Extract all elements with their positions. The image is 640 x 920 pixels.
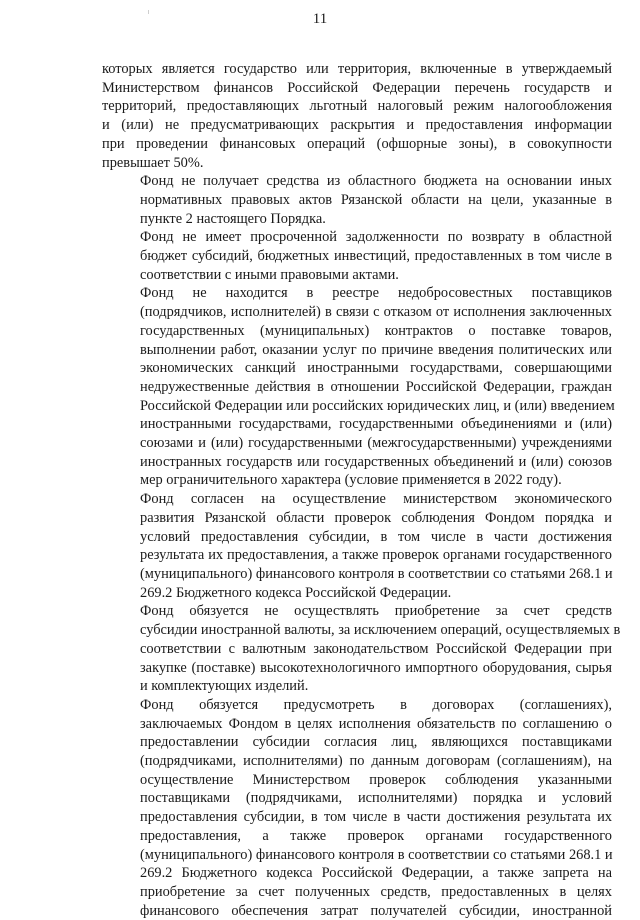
paragraph	[102, 60, 612, 172]
text-line: (подрядчиков, исполнителей) в связи с отказом от исполнения заключенных	[140, 304, 612, 321]
text-line: приобретение за счет полученных средств, предоставленных в целях	[140, 883, 612, 900]
text-line: иностранных государств или государственных объединений и (или) союзов	[140, 453, 612, 470]
paragraph	[102, 172, 612, 228]
text-line: государственных (муниципальных) контрактов о поставке товаров,	[140, 322, 612, 339]
text-line: и (или) не предусматривающих раскрытия и предоставления информации	[102, 117, 612, 134]
paragraph	[102, 490, 612, 602]
text-line: экономических санкций иностранными государствами, совершающими	[140, 360, 612, 377]
text-line: превышает 50%.	[102, 154, 204, 171]
paragraph	[102, 228, 612, 284]
text-line: 269.2 Бюджетного кодекса Российской Федерации, а также запрета на	[140, 865, 612, 882]
text-line: финансового обеспечения затрат получателей субсидии, иностранной	[140, 902, 612, 919]
text-line: и комплектующих изделий.	[140, 678, 309, 695]
paragraph	[102, 696, 612, 920]
text-line: иностранными государствами, государственными объединениями и (или)	[140, 416, 612, 433]
text-line: (муниципального) финансового контроля в соответствии со статьями 268.1 и	[140, 565, 613, 582]
text-line: соответствии с иными правовыми актами.	[140, 266, 399, 283]
text-line: (подрядчиками, исполнителями) по данным договорам (соглашениям), на	[140, 753, 612, 770]
text-line: условий предоставления субсидии, в том числе в части достижения	[140, 528, 612, 545]
text-line: развития Рязанской области проверок соблюдения Фондом порядка и	[140, 509, 612, 526]
text-line: Министерством финансов Российской Федерации перечень государств и	[102, 79, 612, 96]
text-line: предоставления субсидии, в том числе в части достижения результата их	[140, 809, 612, 826]
text-line: бюджет субсидий, бюджетных инвестиций, предоставленных в том числе в	[140, 248, 612, 265]
text-line: предоставлении субсидии согласия лиц, являющихся поставщиками	[140, 734, 612, 751]
text-line: предоставления, а также проверок органами государственного	[140, 827, 612, 844]
text-line: заключаемых Фондом в целях исполнения обязательств по соглашению о	[140, 715, 612, 732]
text-line: которых является государство или территория, включенные в утверждаемый	[102, 61, 612, 77]
text-line: осуществление Министерством проверок соблюдения указанными	[140, 771, 612, 788]
text-line: недружественные действия в отношении Российской Федерации, граждан	[140, 378, 612, 395]
text-line: при проведении финансовых операций (офшорные зоны), в совокупности	[102, 135, 612, 152]
page-number: 11	[312, 11, 328, 27]
text-line: Фонд обязуется не осуществлять приобретение за счет средств	[140, 603, 612, 620]
text-line: соответствии с валютным законодательством Российской Федерации при	[140, 640, 612, 657]
paragraph	[102, 284, 615, 490]
text-line: результата их предоставления, а также проверок органами государственного	[140, 547, 612, 564]
text-line: Фонд не получает средства из областного бюджета на основании иных	[140, 173, 612, 190]
text-line: поставщиками (подрядчиками, исполнителями) порядка и условий	[140, 790, 612, 807]
text-line: (муниципального) финансового контроля в соответствии со статьями 268.1 и	[140, 846, 613, 863]
text-line: союзами и (или) государственными (межгосударственными) учреждениями	[140, 435, 612, 452]
text-line: мер ограничительного характера (условие применяется в 2022 году).	[140, 472, 562, 489]
text-line: Фонд не имеет просроченной задолженности по возврату в областной	[140, 229, 612, 246]
text-line: закупке (поставке) высокотехнологичного импортного оборудования, сырья	[140, 659, 612, 676]
text-line: нормативных правовых актов Рязанской области на цели, указанные в	[140, 191, 612, 208]
paragraph	[102, 602, 621, 696]
text-line: Фонд согласен на осуществление министерством экономического	[140, 491, 612, 508]
document-body	[102, 60, 621, 920]
text-line: 269.2 Бюджетного кодекса Российской Федерации.	[140, 584, 452, 601]
text-line: пункте 2 настоящего Порядка.	[140, 210, 326, 227]
text-line: Российской Федерации или российских юридических лиц, и (или) введением	[140, 397, 615, 414]
text-line: субсидии иностранной валюты, за исключением операций, осуществляемых в	[140, 622, 621, 639]
text-line: Фонд обязуется предусмотреть в договорах (соглашениях),	[140, 696, 612, 713]
text-line: территорий, предоставляющих льготный налоговый режим налогообложения	[102, 98, 612, 115]
text-line: Фонд не находится в реестре недобросовестных поставщиков	[140, 285, 612, 302]
text-line: выполнении работ, оказании услуг по причине введения политических или	[140, 341, 612, 358]
